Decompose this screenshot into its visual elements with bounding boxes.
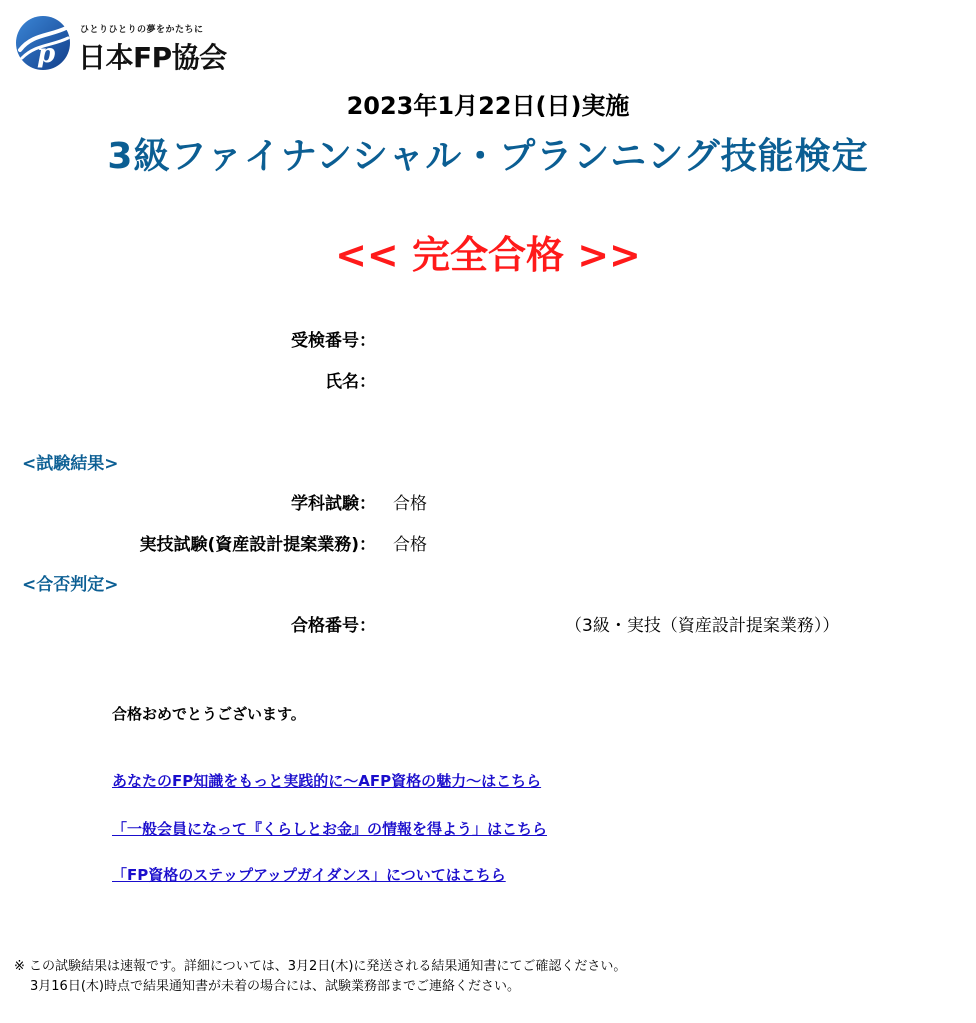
note-line-1: ※ この試験結果は速報です。詳細については、3月2日(木)に発送される結果通知書にてご確認ください。 xyxy=(14,959,627,974)
fp-logo-icon xyxy=(14,14,72,72)
congratulations-message: 合格おめでとうございます。 xyxy=(112,705,306,723)
written-exam-label: 学科試験： xyxy=(291,494,376,514)
practical-exam-result: 合格 xyxy=(393,535,427,555)
note-line-2: 3月16日(木)時点で結果通知書が未着の場合には、試験業務部までご連絡ください。 xyxy=(30,979,520,994)
judgment-heading: <合否判定> xyxy=(22,575,119,595)
pass-number-detail: （3級・実技（資産設計提案業務）） xyxy=(565,616,840,636)
svg-text:p: p xyxy=(37,39,56,69)
exam-date: 2023年1月22日(日)実施 xyxy=(346,92,630,120)
step-up-guidance-link[interactable]: 「FP資格のステップアップガイダンス」についてはこちら xyxy=(112,866,506,884)
exam-title: 3級ファイナンシャル・プランニング技能検定 xyxy=(107,136,869,177)
general-membership-link[interactable]: 「一般会員になって『くらしとお金』の情報を得よう」はこちら xyxy=(112,820,548,838)
result-banner: << 完全合格 >> xyxy=(335,233,641,277)
practical-exam-label: 実技試験(資産設計提案業務)： xyxy=(139,535,376,555)
name-label: 氏名： xyxy=(325,372,376,392)
logo-name: 日本FP協会 xyxy=(78,41,227,74)
written-exam-result: 合格 xyxy=(393,494,427,514)
logo-tagline: ひとりひとりの夢をかたちに xyxy=(80,25,204,35)
pass-number-label: 合格番号： xyxy=(291,616,376,636)
afp-qualification-link[interactable]: あなたのFP知識をもっと実践的に〜AFP資格の魅力〜はこちら xyxy=(112,772,542,790)
fp-association-logo xyxy=(14,14,234,74)
results-heading: <試験結果> xyxy=(22,454,119,474)
exam-number-label: 受検番号： xyxy=(291,331,376,351)
